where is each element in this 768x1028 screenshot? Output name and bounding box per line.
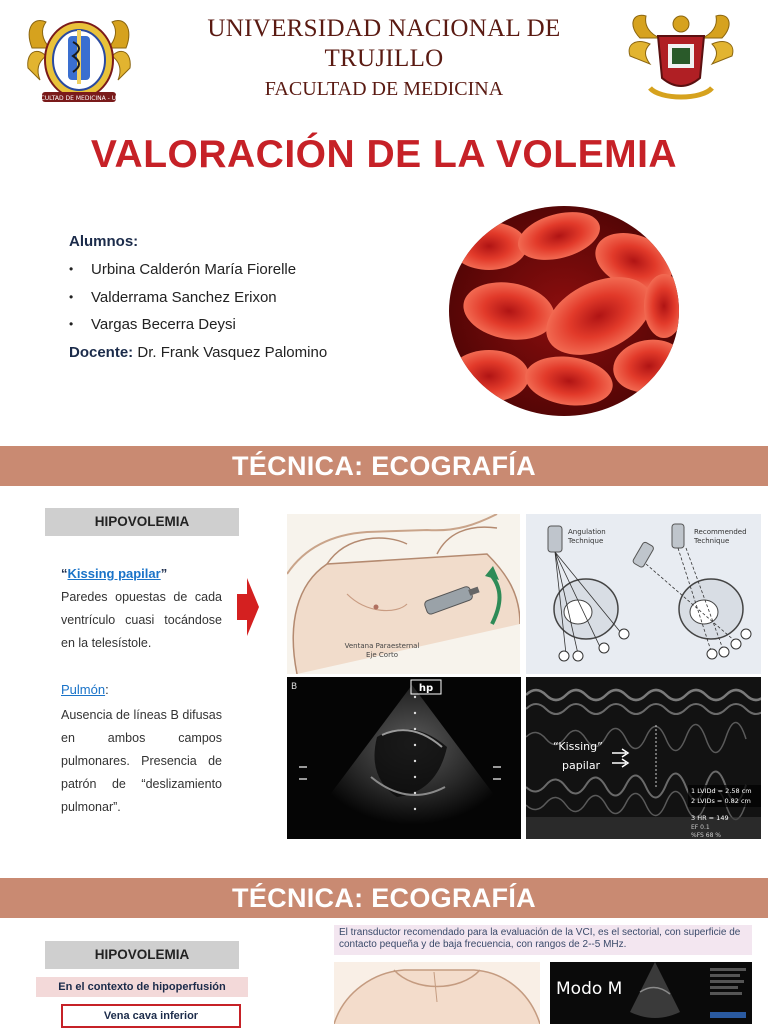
pulmon-link: Pulmón	[61, 682, 106, 697]
students-label: Alumnos:	[69, 233, 139, 250]
angulation-label-1: Angulation	[568, 528, 606, 536]
docente-name: Dr. Frank Vasquez Palomino	[133, 343, 328, 361]
faculty-name: FACULTAD DE MEDICINA	[264, 78, 504, 100]
subcostal-window-image	[334, 962, 540, 1024]
faculty-logo	[24, 8, 134, 108]
recommended-label-2: Technique	[694, 537, 730, 545]
transducer-note: El transductor recomendado para la evaluación de la VCI, es el sectorial, con superficie de contacto pequeña y de baja frecuencia, con rangos de 2--5 MHz.	[334, 925, 752, 955]
window-label-2: Eje Corto	[366, 651, 398, 659]
echo-2d-image	[287, 677, 521, 839]
mmode-readout-5: %FS 68 %	[691, 832, 722, 839]
university-logo	[626, 8, 736, 108]
angulation-label-2: Technique	[568, 537, 604, 545]
student-item: • Valderrama Sanchez Erixon	[69, 284, 327, 312]
window-label-1: Ventana Paraesternal	[344, 642, 420, 650]
kissing-papilar-title	[61, 566, 167, 581]
docente-label: Docente:	[69, 343, 134, 361]
red-blood-cells-image	[449, 206, 679, 416]
modo-m-label: Modo M	[556, 979, 623, 999]
echo-mmode-image	[526, 677, 761, 839]
echo-tag: hp	[418, 683, 434, 694]
modo-m-image	[550, 962, 752, 1024]
section-band: TÉCNICA: ECOGRAFÍA	[0, 446, 768, 486]
students-block	[69, 233, 327, 366]
echo-letter: B	[291, 682, 298, 692]
university-name: UNIVERSIDAD NACIONAL DE TRUJILLO	[207, 15, 561, 72]
page-title: VALORACIÓN DE LA VOLEMIA	[90, 133, 678, 176]
hipovolemia-tag: HIPOVOLEMIA	[45, 941, 239, 969]
paraesternal-window-image	[287, 514, 520, 674]
kissing-overlay-2: papilar	[562, 759, 601, 772]
hipovolemia-tag: HIPOVOLEMIA	[45, 508, 239, 536]
mmode-readout-3: 3 HR = 149	[691, 814, 729, 822]
hipoperfusion-label: En el contexto de hipoperfusión	[36, 977, 248, 997]
student-item: • Vargas Becerra Deysi	[69, 311, 327, 339]
recommended-label-1: Recommended	[694, 528, 747, 536]
quote-close: ”	[160, 566, 168, 581]
section-band: TÉCNICA: ECOGRAFÍA	[0, 878, 768, 918]
kissing-papilar-text: Paredes opuestas de cada ventrículo cuasi tocándose en la telesístole.	[61, 590, 222, 650]
kissing-overlay-1: “Kissing”	[553, 740, 603, 753]
left-logo-text: FACULTAD DE MEDICINA - UNT	[33, 95, 125, 102]
technique-diagram-image	[526, 514, 761, 674]
docente-line	[69, 339, 327, 366]
mmode-readout-1: 1 LVIDd = 2.58 cm	[691, 787, 752, 795]
quote-open: “	[61, 566, 68, 581]
vena-cava-label: Vena cava inferior	[61, 1004, 241, 1028]
pulmon-text: Ausencia de líneas B difusas en ambos campos pulmonares. Presencia de patrón de “deslizamiento pulmonar”.	[61, 708, 222, 814]
student-item: • Urbina Calderón María Fiorelle	[69, 256, 327, 284]
arrow-right-icon	[237, 578, 259, 636]
pulmon-colon: :	[105, 682, 109, 697]
pulmon-title	[61, 682, 109, 697]
kissing-papilar-link: Kissing papilar	[67, 566, 161, 581]
mmode-readout-4: EF 0.1	[691, 824, 710, 831]
mmode-readout-2: 2 LVIDs = 0.82 cm	[691, 797, 751, 805]
